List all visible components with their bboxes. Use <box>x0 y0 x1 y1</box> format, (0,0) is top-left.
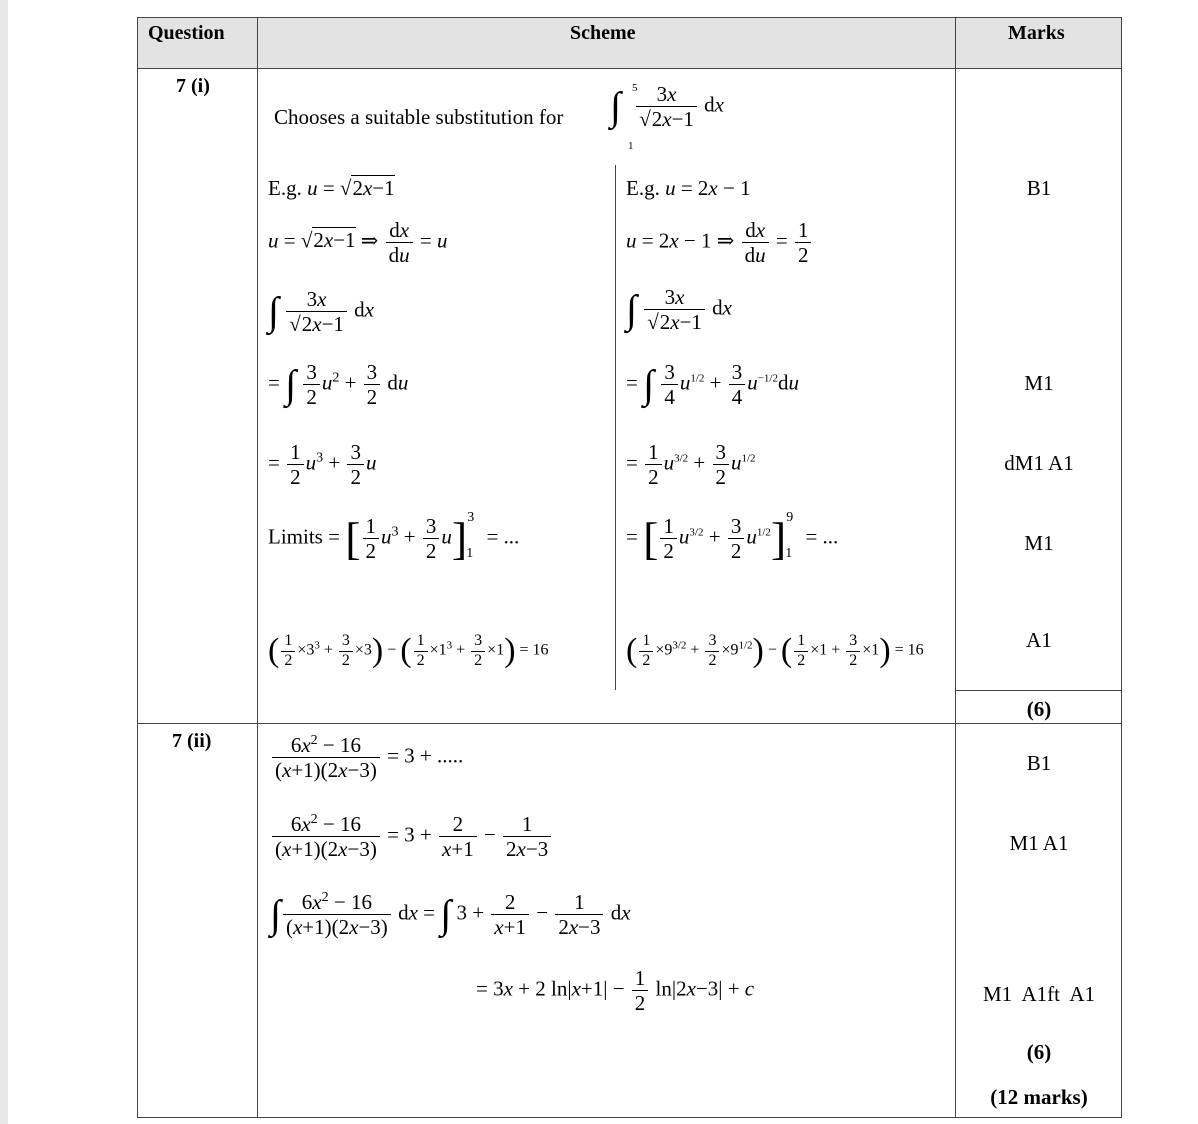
right-antiderivative: = $\frac{1}{2}$ $u^{3/2}$ + $\frac{3}{2}$ $u^{1/2}$ <box>626 440 756 490</box>
left-evaluation: ( $\frac{1}{2}$ $\times 3^3$ + $\frac{3}{2}$ ×3) − ( $\frac{1}{2}$ $\times 1^3$ + $\frac{3}{2}$ ×1) = 16 <box>268 632 549 669</box>
integral-setup-7ii: ∫ $\frac{6x^2 - 16}{(x+1)(2x-3)}$ dx = ∫ 3 + $\frac{2}{x+1}$ − $\frac{1}{2x-3}$ dx <box>270 890 631 940</box>
question-label-7i: 7 (i) <box>176 75 210 97</box>
left-eg-label: E.g. <box>268 176 302 200</box>
mark-subtotal-7ii: (6) <box>1026 1040 1052 1064</box>
mark-m1: M1 <box>1024 371 1054 395</box>
partial-fraction-setup: $\frac{6x^2 - 16}{(x+1)(2x-3)}$ = 3 + ..... <box>270 733 463 782</box>
mark-m1-limits: M1 <box>1024 531 1054 555</box>
left-substitution: E.g. u = √2x−1 <box>268 176 395 200</box>
right-integral: ∫ $\frac{3x}{√2x-1}$ dx <box>626 285 732 335</box>
marks-subtotal-line <box>955 690 1122 691</box>
mark-dm1-a1: dM1 A1 <box>1004 451 1074 475</box>
col-divider-1 <box>257 17 258 1118</box>
right-eg-label: E.g. <box>626 176 660 200</box>
alt-method-divider <box>615 165 616 690</box>
question-label-7ii: 7 (ii) <box>172 730 212 752</box>
header-marks: Marks <box>1008 22 1065 44</box>
right-substitution: E.g. u = 2x − 1 <box>626 176 751 200</box>
right-derivative: u = 2x − 1 ⇒ $\frac{dx}{du}$ = $\frac{1}{2}$ <box>626 218 813 267</box>
mark-m1-a1ft-a1: M1 A1ft A1 <box>982 982 1095 1006</box>
mark-b1-7ii: B1 <box>1026 751 1052 775</box>
mark-subtotal-7i: (6) <box>1026 697 1052 721</box>
left-integral: ∫ $\frac{3x}{√2x-1}$ dx <box>268 287 374 337</box>
left-derivative: u = √2x−1 ⇒ $\frac{dx}{du}$ = u <box>268 218 448 268</box>
header-question: Question <box>148 22 225 44</box>
page-gutter <box>0 0 8 1124</box>
mark-total: (12 marks) <box>990 1085 1088 1109</box>
right-evaluation: ( $\frac{1}{2}$ $\times 9^{3/2}$ + $\frac{3}{2}$ $\times 9^{1/2}$) − ( $\frac{1}{2}$ ×1 + $\frac{3}{2}$ ×1) = 16 <box>626 632 924 669</box>
intro-text: Chooses a suitable substitution for <box>274 105 564 129</box>
row-divider <box>137 723 1122 724</box>
partial-fraction-result: $\frac{6x^2 - 16}{(x+1)(2x-3)}$ = 3 + $\frac{2}{x+1}$ − $\frac{1}{2x-3}$ <box>270 812 553 861</box>
intro-integral: ∫ 5 1 $\frac{3x}{√2x-1}$ dx <box>610 82 724 152</box>
left-antiderivative: = $\frac{1}{2}$ $u^3$ + $\frac{3}{2}$ u <box>268 440 377 490</box>
right-transformed-integral: = ∫ $\frac{3}{4}$ $u^{1/2}$ + $\frac{3}{4}$ $u^{-1/2}du$ <box>626 360 799 410</box>
mark-b1: B1 <box>1026 176 1052 200</box>
left-limits-label: Limits = <box>268 524 340 549</box>
left-transformed-integral: = ∫ $\frac{3}{2}$ $u^2$ + $\frac{3}{2}$ du <box>268 360 409 410</box>
left-limits: Limits = [ $\frac{1}{2}$ $u^3$ + $\frac{3}{2}$ u]$^3_1$ = ... <box>268 510 520 564</box>
mark-a1: A1 <box>1026 628 1052 652</box>
header-scheme: Scheme <box>570 22 636 44</box>
mark-m1-a1-7ii: M1 A1 <box>1009 831 1069 855</box>
integral-result-7ii: = 3x + 2 ln|x+1| − $\frac{1}{2}$ ln|2x−3| + c <box>476 966 755 1016</box>
right-limits: = [ $\frac{1}{2}$ $u^{3/2}$ + $\frac{3}{2}$ $u^{1/2}]^9_1$ = ... <box>626 510 839 564</box>
